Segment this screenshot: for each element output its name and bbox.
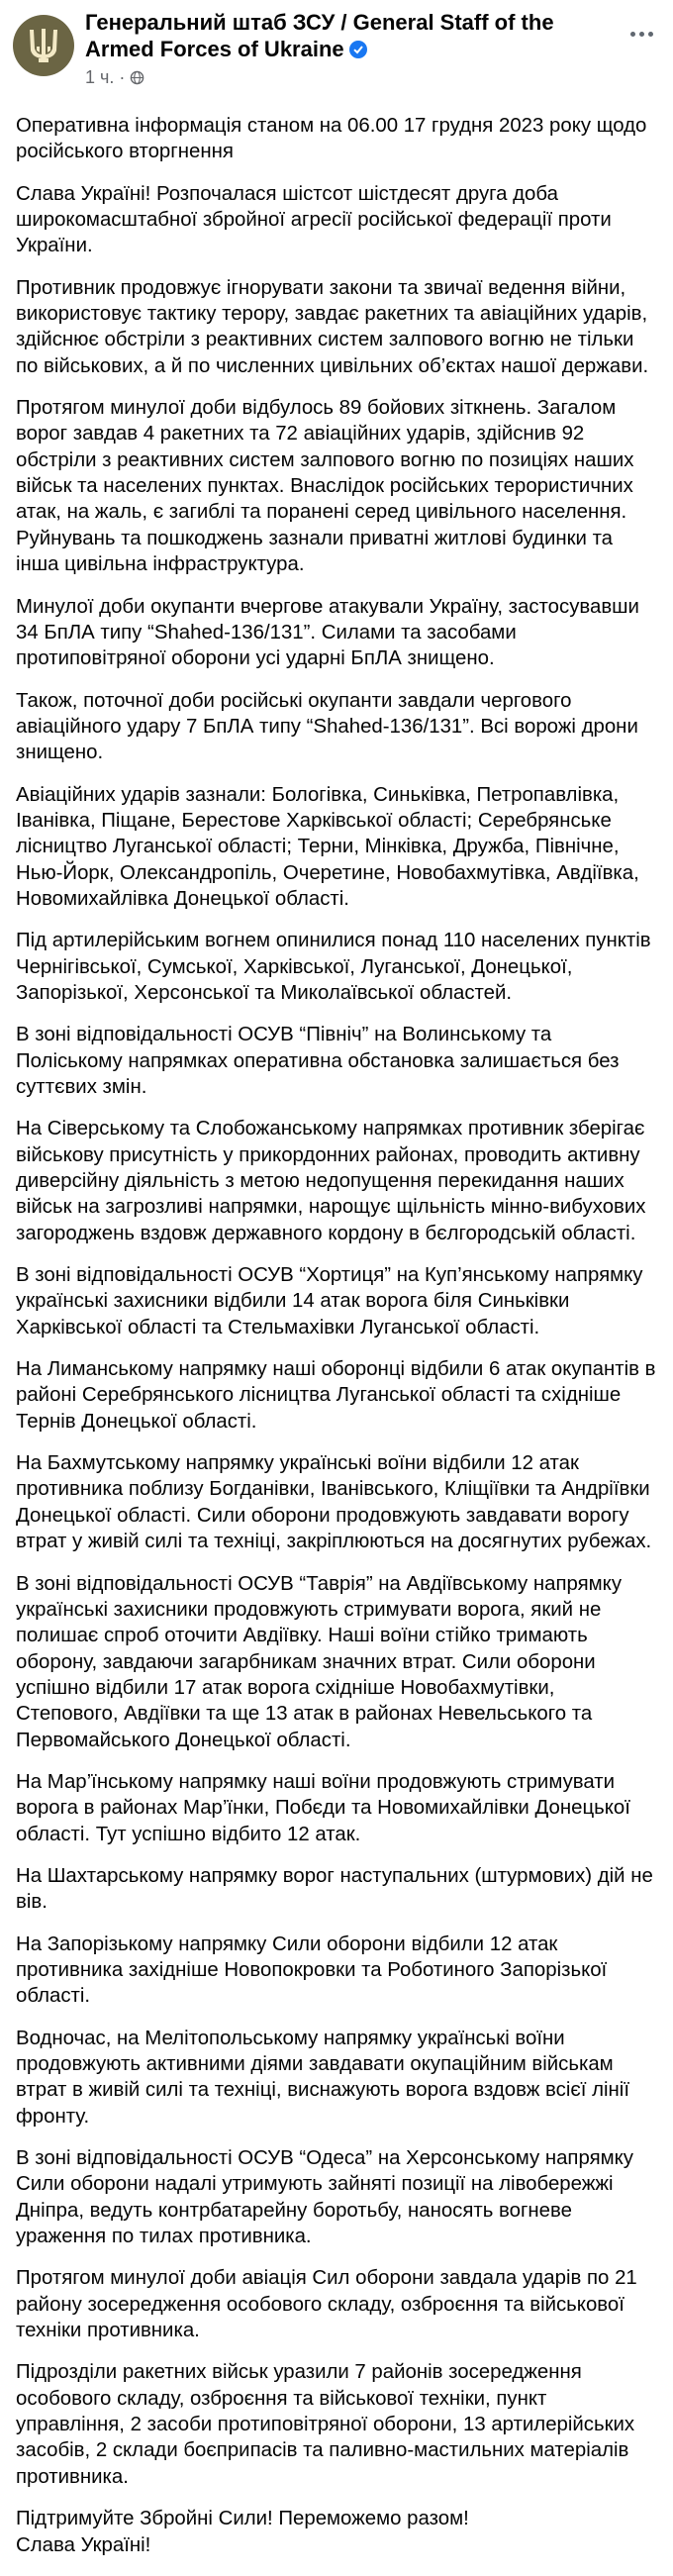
post-paragraph: Оперативна інформація станом на 06.00 17 грудня 2023 року щодо російського вторгнення	[16, 115, 647, 163]
more-options-icon	[630, 32, 635, 37]
post-paragraph: Також, поточної доби російські окупанти завдали чергового авіаційного удару 7 БпЛА типу “Shahed-136/131”. Всі ворожі дрони знищено.	[16, 689, 638, 764]
post-header	[0, 0, 673, 91]
post-paragraph: В зоні відповідальності ОСУВ “Одеса” на Херсонському напрямку Сили оборони надалі утримують зайняті позиції на лівобережжі Дніпра, ведуть контрбатарейну боротьбу, наносять вогневе ураження по тилах противника.	[16, 2147, 633, 2248]
post-paragraph: В зоні відповідальності ОСУВ “Хортиця” на Куп’янському напрямку українські захисники відбили 14 атак ворога біля Синьківки Харківської області та Стельмахівки Луганської області.	[16, 1264, 643, 1338]
verified-badge-icon	[349, 41, 367, 58]
post-meta	[85, 67, 144, 87]
post-paragraph: На Мар’їнському напрямку наші воїни продовжують стримувати ворога в районах Мар’їнки, Побєди та Новомихайлівки Донецької області. Тут успішно відбито 12 атак.	[16, 1770, 630, 1845]
post-paragraph: Протягом минулої доби авіація Сил оборони завдала ударів по 21 району зосередження особового складу, озброєння та військової техніки противника.	[16, 2267, 637, 2342]
post-paragraph: Підрозділи ракетних військ уразили 7 районів зосередження особового складу, озброєння та військової техніки, пункт управління, 2 засоби протиповітряної оборони, 13 артилерійських засобів, 2 склади боєприпасів та паливно-мастильних матеріалів противника.	[16, 2361, 635, 2488]
post-paragraph: В зоні відповідальності ОСУВ “Північ” на Волинському та Поліському напрямках оперативна обстановка залишається без суттєвих змін.	[16, 1024, 620, 1098]
post-paragraph: На Сіверському та Слобожанському напрямках противник зберігає військову присутність у прикордонних районах, проводить активну диверсійну діяльність з метою недопущення перекидання наших військ на загрозливі напрямки, нарощує щільність мінно-вибухових загороджень вздовж державного кордону в бєлгородській області.	[16, 1118, 646, 1244]
post-paragraph: Водночас, на Мелітопольському напрямку українські воїни продовжують активними діями завдавати окупаційним військам втрат в живій силі та техніці, виснажують ворога вздовж всієї лінії фронту.	[16, 2027, 630, 2128]
post-paragraph: На Бахмутському напрямку українські воїни відбили 12 атак противника поблизу Богданівки, Іванівського, Кліщіївки та Андріївки Донецької області. Сили оборони продовжують завдавати ворогу втрат у живій силі та техніці, закріплюються на досягнутих рубежах.	[16, 1452, 652, 1553]
post-paragraph: Слава Україні! Розпочалася шістсот шістдесят друга доба широкомасштабної збройної агресії російської федерації проти України.	[16, 182, 612, 257]
post-paragraph: Минулої доби окупанти вчергове атакували Україну, застосувавши 34 БпЛА типу “Shahed-136/131”. Силами та засобами протиповітряної оборони усі ударні БпЛА знищено.	[16, 595, 639, 670]
post-paragraph: Під артилерійським вогнем опинилися понад 110 населених пунктів Чернігівської, Сумської, Харківської, Луганської, Донецької, Запорізької, Херсонської та Миколаївської областей.	[16, 930, 651, 1004]
page-name[interactable]	[85, 9, 600, 62]
page-name-text[interactable]: Генеральний штаб ЗСУ / General Staff of the Armed Forces of Ukraine	[85, 10, 554, 61]
post-paragraph: Противник продовжує ігнорувати закони та звичаї ведення війни, використовує тактику терору, завдає ракетних та авіаційних ударів, здійснює обстріли з реактивних систем залпового вогню не тільки по військових, а й по численних цивільних об’єктах нашої держави.	[16, 276, 649, 377]
post-paragraph: На Запорізькому напрямку Сили оборони відбили 12 атак противника західніше Новопокровки та Роботиного Запорізької області.	[16, 1932, 608, 2008]
post-paragraph: На Шахтарському напрямку ворог наступальних (штурмових) дій не вів.	[16, 1864, 653, 1914]
post-paragraph: Підтримуйте Збройні Сили! Переможемо разом! Слава Україні!	[16, 2508, 469, 2556]
post-time[interactable]: 1 ч.	[85, 67, 115, 87]
post-paragraph: На Лиманському напрямку наші оборонці відбили 6 атак окупантів в районі Серебрянського лісництва Луганської області та східніше Тернів Донецької області.	[16, 1358, 656, 1433]
page-avatar[interactable]	[13, 15, 74, 76]
more-options-button[interactable]	[624, 16, 659, 51]
meta-separator: ·	[119, 67, 126, 87]
post-body	[16, 113, 659, 2558]
trident-emblem-icon	[27, 27, 60, 64]
post-paragraph: В зоні відповідальності ОСУВ “Таврія” на Авдіївському напрямку українські захисники продовжують стримувати ворога, який не полишає спроб оточити Авдіївку. Наші воїни стійко тримають оборону, завдаючи загарбникам значних втрат. Сили оборони успішно відбили 17 атак ворога східніше Новобахмутівки, Степового, Авдіївки та ще 13 атак в районах Невельського та Первомайського Донецької області.	[16, 1572, 623, 1751]
post-paragraph: Протягом минулої доби відбулось 89 бойових зіткнень. Загалом ворог завдав 4 ракетних та 72 авіаційних ударів, здійснив 92 обстріли з реактивних систем залпового вогню по позиціях наших військ та населених пунктах. Внаслідок російських терористичних атак, на жаль, є загиблі та поранені серед цивільного населення. Руйнувань та пошкоджень зазнали приватні житлові будинки та інша цивільна інфраструктура.	[16, 397, 634, 576]
globe-icon	[130, 70, 144, 85]
post-paragraph: Авіаційних ударів зазнали: Бологівка, Синьківка, Петропавлівка, Іванівка, Піщане, Берестове Харківської області; Серебрянське лісництво Луганської області; Терни, Мінківка, Дружба, Північне, Нью-Йорк, Олександропіль, Очеретине, Новобахмутівка, Авдіївка, Новомихайлівка Донецької області.	[16, 783, 639, 910]
